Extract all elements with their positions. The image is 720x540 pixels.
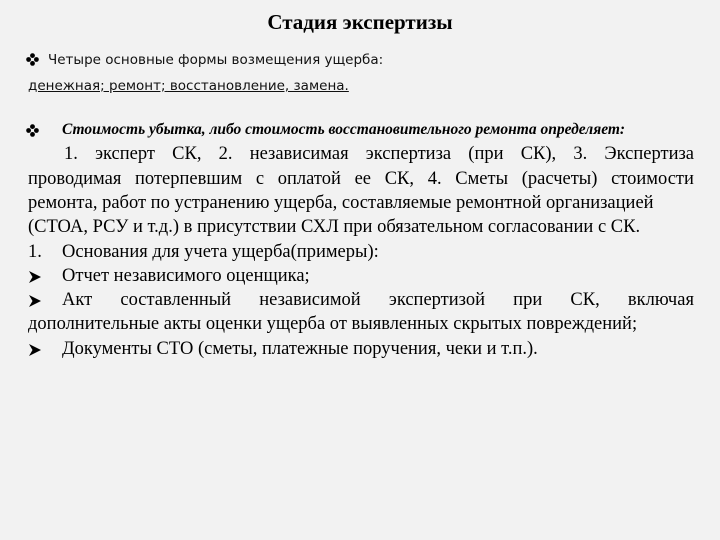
arrow-item-3: Документы СТО (сметы, платежные поручения, чеки и т.п.). (62, 339, 538, 359)
word: СК, (570, 290, 600, 310)
arrow-item-1: Отчет независимого оценщика; (62, 266, 310, 286)
word: стоимости (611, 169, 694, 189)
word: независимой (259, 290, 361, 310)
numbered-marker: 1. (28, 242, 42, 262)
paragraph-line-4: (СТОА, РСУ и т.д.) в присутствии СХЛ при обязательном согласовании с СК. (28, 217, 641, 237)
word: 2. (218, 144, 233, 164)
word: независимая (249, 144, 349, 164)
word: включая (627, 290, 694, 310)
paragraph-line-3: ремонта, работ по устранению ущерба, составляемые ремонтной организацией (28, 193, 654, 213)
bullet1-text: Четыре основные формы возмещения ущерба: (48, 52, 384, 68)
word: потерпевшим (135, 169, 243, 189)
word: (расчеты) (521, 169, 598, 189)
word: (при (468, 144, 504, 164)
paragraph-line-1 (64, 144, 694, 165)
word: 1. (64, 144, 78, 164)
word: при (513, 290, 543, 310)
numbered-text: Основания для учета ущерба(примеры): (62, 242, 379, 262)
page-title: Стадия экспертизы (267, 10, 453, 34)
word: оплатой (277, 169, 341, 189)
word: проводимая (28, 169, 122, 189)
paragraph-line-2 (28, 169, 694, 190)
word: СК, (172, 144, 202, 164)
word: 4. (427, 169, 442, 189)
arrow-bullet-icon (28, 270, 42, 288)
word: ее (354, 169, 372, 189)
word: СК), (520, 144, 557, 164)
bullet2-heading: Стоимость убытка, либо стоимость восстановительного ремонта определяет: (62, 121, 626, 138)
damage-forms: денежная; ремонт; восстановление, замена. (28, 78, 349, 94)
arrow-bullet-icon (28, 343, 42, 361)
arrow-item-2-continuation: дополнительные акты оценки ущерба от выявленных скрытых повреждений; (28, 314, 638, 334)
word: эксперт (95, 144, 155, 164)
diamond-bullet-icon (26, 124, 39, 141)
arrow-bullet-icon (28, 294, 42, 312)
word: Сметы (455, 169, 509, 189)
arrow-item-2 (62, 290, 694, 311)
word: составленный (120, 290, 232, 310)
word: 3. (573, 144, 588, 164)
word: с (255, 169, 265, 189)
word: экспертиза (365, 144, 452, 164)
word: Акт (62, 290, 93, 310)
diamond-bullet-icon (26, 53, 39, 70)
word: экспертизой (388, 290, 486, 310)
word: СК, (384, 169, 415, 189)
word: Экспертиза (604, 144, 694, 164)
